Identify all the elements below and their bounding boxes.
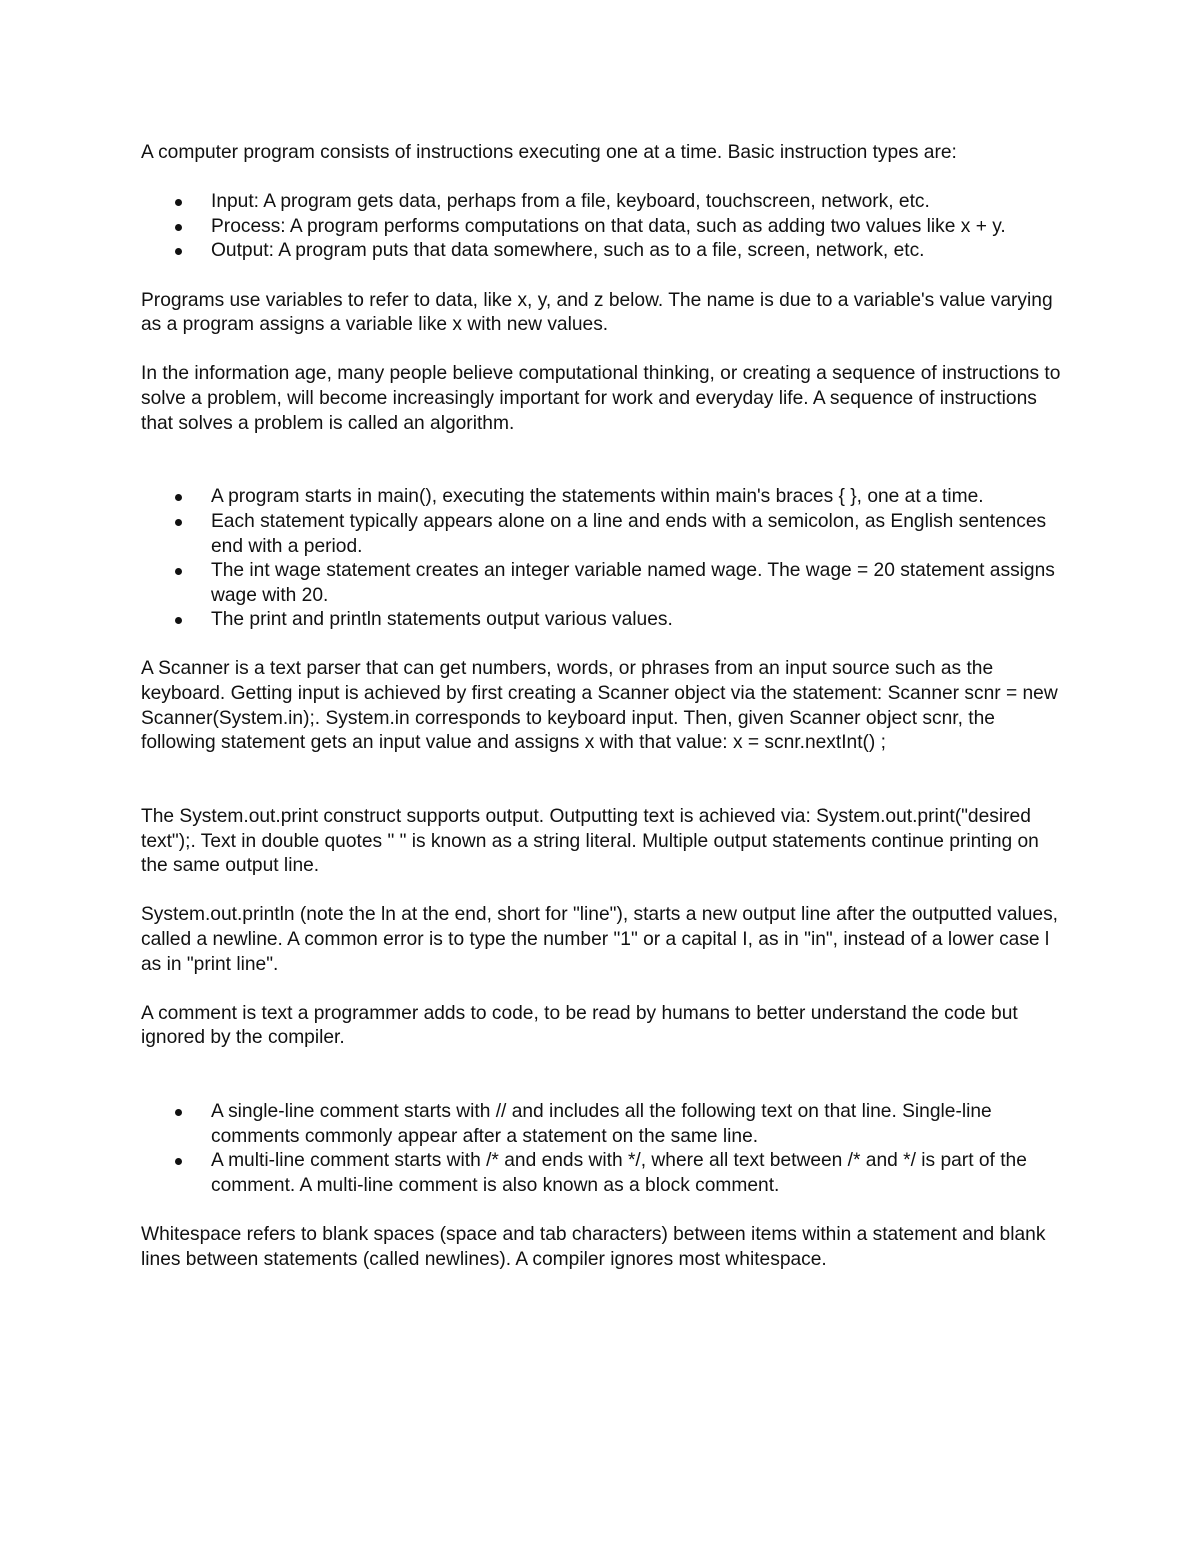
list-item: Process: A program performs computations on that data, such as adding two values like x + y. xyxy=(211,215,1066,240)
document-page xyxy=(141,141,1066,1297)
list-item: Output: A program puts that data somewhere, such as to a file, screen, network, etc. xyxy=(211,239,1066,264)
list-item: The print and println statements output various values. xyxy=(211,608,1066,633)
variables-paragraph: Programs use variables to refer to data, like x, y, and z below. The name is due to a variable's value varying as a program assigns a variable like x with new values. xyxy=(141,289,1053,336)
spacer xyxy=(141,1076,1066,1101)
comment-paragraph: A comment is text a programmer adds to code, to be read by humans to better understand the code but ignored by the compiler. xyxy=(141,1002,1018,1049)
intro-paragraph: A computer program consists of instructions executing one at a time. Basic instruction types are: xyxy=(141,142,957,163)
println-paragraph: System.out.println (note the ln at the end, short for "line"), starts a new output line after the outputted values, called a newline. A common error is to type the number "1" or a capital I, as in "in", instead of a lower case l as in "print line". xyxy=(141,904,1059,975)
program-points-list xyxy=(141,485,1066,633)
information-age-paragraph: In the information age, many people believe computational thinking, or creating a sequence of instructions to solve a problem, will become increasingly important for work and everyday life. A sequence of instructions that solves a problem is called an algorithm. xyxy=(141,363,1061,434)
whitespace-paragraph: Whitespace refers to blank spaces (space and tab characters) between items within a statement and blank lines between statements (called newlines). A compiler ignores most whitespace. xyxy=(141,1224,1046,1270)
spacer xyxy=(141,780,1066,805)
list-item: The int wage statement creates an integer variable named wage. The wage = 20 statement assigns wage with 20. xyxy=(211,559,1066,608)
list-item: A single-line comment starts with // and includes all the following text on that line. Single-line comments commonly appear after a statement on the same line. xyxy=(211,1100,1066,1149)
instruction-types-list xyxy=(141,190,1066,264)
print-paragraph: The System.out.print construct supports output. Outputting text is achieved via: System.out.print("desired text");. Text in double quotes " " is known as a string literal. Multiple output statements continue printing on the same output line. xyxy=(141,806,1039,877)
list-item: Each statement typically appears alone on a line and ends with a semicolon, as English sentences end with a period. xyxy=(211,510,1066,559)
spacer xyxy=(141,461,1066,486)
list-item: Input: A program gets data, perhaps from a file, keyboard, touchscreen, network, etc. xyxy=(211,190,1066,215)
list-item: A multi-line comment starts with /* and ends with */, where all text between /* and */ is part of the comment. A multi-line comment is also known as a block comment. xyxy=(211,1149,1066,1198)
list-item: A program starts in main(), executing the statements within main's braces { }, one at a time. xyxy=(211,485,1066,510)
scanner-paragraph: A Scanner is a text parser that can get numbers, words, or phrases from an input source such as the keyboard. Getting input is achieved by first creating a Scanner object via the statement: Scanner scnr = new Scanner(System.in);. System.in corresponds to keyboard input. Then, given Scanner object scnr, the following statement gets an input value and assigns x with that value: x = scnr.nextInt() ; xyxy=(141,658,1058,754)
comment-points-list xyxy=(141,1100,1066,1198)
